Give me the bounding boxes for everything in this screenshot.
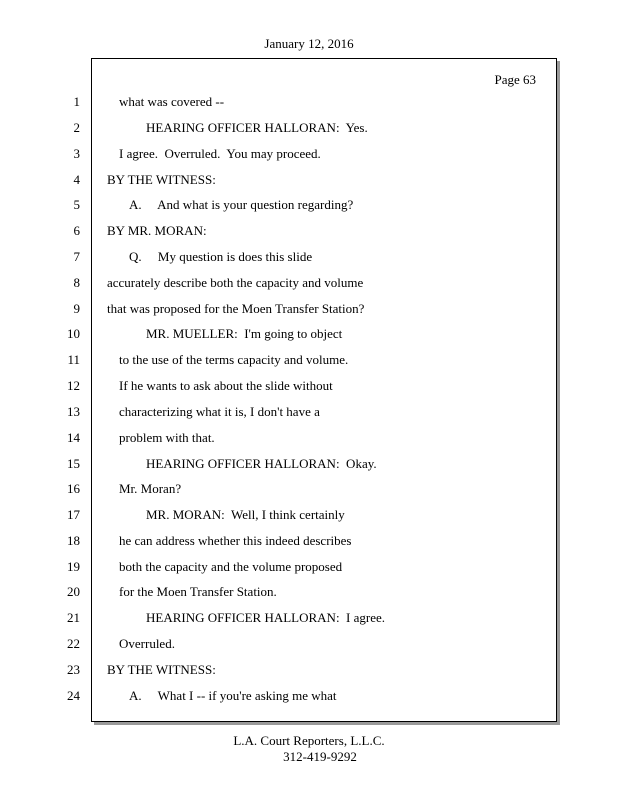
- line-text: that was proposed for the Moen Transfer Station?: [107, 301, 365, 316]
- line-text: MR. MUELLER: I'm going to object: [146, 326, 343, 341]
- line-number: 21: [67, 610, 80, 625]
- line-number: 1: [73, 94, 80, 109]
- line-number: 5: [73, 197, 80, 212]
- footer-phone: 312-419-9292: [283, 749, 357, 764]
- line-text: HEARING OFFICER HALLORAN: Yes.: [146, 120, 368, 135]
- line-number: 22: [67, 636, 80, 651]
- line-text: accurately describe both the capacity and volume: [107, 275, 364, 290]
- line-text: BY THE WITNESS:: [107, 172, 216, 187]
- line-number: 17: [67, 507, 80, 522]
- line-text: If he wants to ask about the slide without: [119, 378, 333, 393]
- transcript-line-3: [0, 145, 618, 163]
- line-text: he can address whether this indeed describes: [119, 533, 352, 548]
- transcript-line-24: [0, 687, 618, 705]
- line-text: problem with that.: [119, 430, 215, 445]
- transcript-line-22: [0, 635, 618, 653]
- line-number: 10: [67, 326, 80, 341]
- transcript-line-11: [0, 351, 618, 369]
- line-number: 3: [73, 146, 80, 161]
- transcript-line-12: [0, 377, 618, 395]
- transcript-line-8: [0, 274, 618, 292]
- line-number: 7: [73, 249, 80, 264]
- line-text: Overruled.: [119, 636, 175, 651]
- transcript-line-20: [0, 583, 618, 601]
- line-number: 6: [73, 223, 80, 238]
- transcript-line-9: [0, 300, 618, 318]
- transcript-line-18: [0, 532, 618, 550]
- transcript-line-14: [0, 429, 618, 447]
- line-number: 2: [73, 120, 80, 135]
- line-text: to the use of the terms capacity and volume.: [119, 352, 349, 367]
- line-text: BY MR. MORAN:: [107, 223, 207, 238]
- line-number: 20: [67, 584, 80, 599]
- line-number: 12: [67, 378, 80, 393]
- line-number: 15: [67, 456, 80, 471]
- transcript-line-6: [0, 222, 618, 240]
- transcript-line-15: [0, 455, 618, 473]
- line-text: Mr. Moran?: [119, 481, 182, 496]
- line-number: 8: [73, 275, 80, 290]
- line-number: 16: [67, 481, 80, 496]
- line-text: I agree. Overruled. You may proceed.: [119, 146, 321, 161]
- line-text: HEARING OFFICER HALLORAN: Okay.: [146, 456, 377, 471]
- transcript-line-19: [0, 558, 618, 576]
- transcript-line-1: [0, 93, 618, 111]
- transcript-line-13: [0, 403, 618, 421]
- line-number: 4: [73, 172, 80, 187]
- line-number: 23: [67, 662, 80, 677]
- transcript-date: January 12, 2016: [264, 36, 354, 51]
- line-number: 14: [67, 430, 80, 445]
- line-text: HEARING OFFICER HALLORAN: I agree.: [146, 610, 386, 625]
- transcript-line-21: [0, 609, 618, 627]
- line-text: characterizing what it is, I don't have a: [119, 404, 320, 419]
- transcript-line-2: [0, 119, 618, 137]
- line-text: A. What I -- if you're asking me what: [129, 688, 337, 703]
- transcript-line-23: [0, 661, 618, 679]
- transcript-line-7: [0, 248, 618, 266]
- line-text: A. And what is your question regarding?: [129, 197, 354, 212]
- transcript-line-4: [0, 171, 618, 189]
- line-number: 18: [67, 533, 80, 548]
- line-number: 19: [67, 559, 80, 574]
- transcript-line-16: [0, 480, 618, 498]
- line-text: what was covered --: [119, 94, 225, 109]
- line-number: 13: [67, 404, 80, 419]
- footer-company: L.A. Court Reporters, L.L.C.: [233, 733, 385, 748]
- line-text: Q. My question is does this slide: [129, 249, 313, 264]
- line-text: BY THE WITNESS:: [107, 662, 216, 677]
- line-text: MR. MORAN: Well, I think certainly: [146, 507, 345, 522]
- line-text: for the Moen Transfer Station.: [119, 584, 277, 599]
- line-text: both the capacity and the volume proposed: [119, 559, 343, 574]
- page-number: Page 63: [494, 72, 536, 87]
- line-number: 11: [67, 352, 80, 367]
- transcript-line-17: [0, 506, 618, 524]
- line-number: 24: [67, 688, 80, 703]
- transcript-line-5: [0, 196, 618, 214]
- line-number: 9: [73, 301, 80, 316]
- transcript-line-10: [0, 325, 618, 343]
